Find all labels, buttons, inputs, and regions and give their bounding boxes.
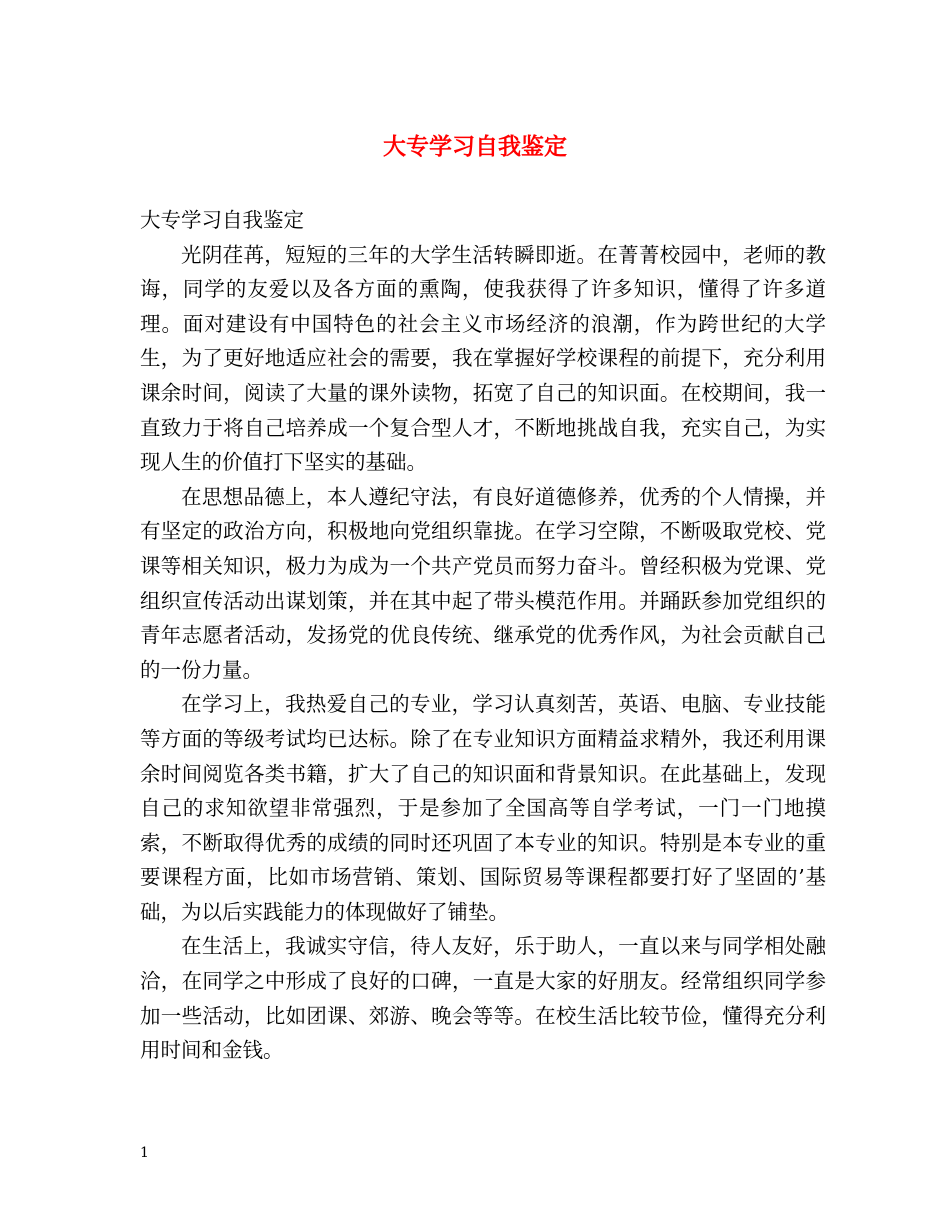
paragraph-intro: 光阴荏苒，短短的三年的大学生活转瞬即逝。在菁菁校园中，老师的教诲，同学的友爱以及各方面的熏陶，使我获得了许多知识，懂得了许多道理。面对建设有中国特色的社会主义市场经济的浪潮，作为跨世纪的大学生，为了更好地适应社会的需要，我在掌握好学校课程的前提下，充分利用课余时间，阅读了大量的课外读物，拓宽了自己的知识面。在校期间，我一直致力于将自己培养成一个复合型人才，不断地挑战自我，充实自己，为实现人生的价值打下坚实的基础。: [140, 242, 826, 475]
document-body: [140, 203, 826, 1068]
paragraph-study: 在学习上，我热爱自己的专业，学习认真刻苦，英语、电脑、专业技能等方面的等级考试均已达标。除了在专业知识方面精益求精外，我还利用课余时间阅览各类书籍，扩大了自己的知识面和背景知识。在此基础上，发现自己的求知欲望非常强烈，于是参加了全国高等自学考试，一门一门地摸索，不断取得优秀的成绩的同时还巩固了本专业的知识。特别是本专业的重要课程方面，比如市场营销、策划、国际贸易等课程都要打好了坚固的’基础，为以后实践能力的体现做好了铺垫。: [140, 692, 826, 924]
page-number: 1: [140, 1145, 149, 1161]
paragraph-morality: 在思想品德上，本人遵纪守法，有良好道德修养，优秀的个人情操，并有坚定的政治方向，积极地向党组织靠拢。在学习空隙，不断吸取党校、党课等相关知识，极力为成为一个共产党员而努力奋斗。曾经积极为党课、党组织宣传活动出谋划策，并在其中起了带头模范作用。并踊跃参加党组织的青年志愿者活动，发扬党的优良传统、继承党的优秀作风，为社会贡献自己的一份力量。: [140, 484, 826, 682]
document-subtitle: 大专学习自我鉴定: [140, 208, 304, 232]
document-title: 大专学习自我鉴定: [383, 133, 567, 160]
paragraph-life: 在生活上，我诚实守信，待人友好，乐于助人，一直以来与同学相处融洽，在同学之中形成了良好的口碑，一直是大家的好朋友。经常组织同学参加一些活动，比如团课、郊游、晚会等等。在校生活比较节俭，懂得充分利用时间和金钱。: [140, 934, 826, 1063]
